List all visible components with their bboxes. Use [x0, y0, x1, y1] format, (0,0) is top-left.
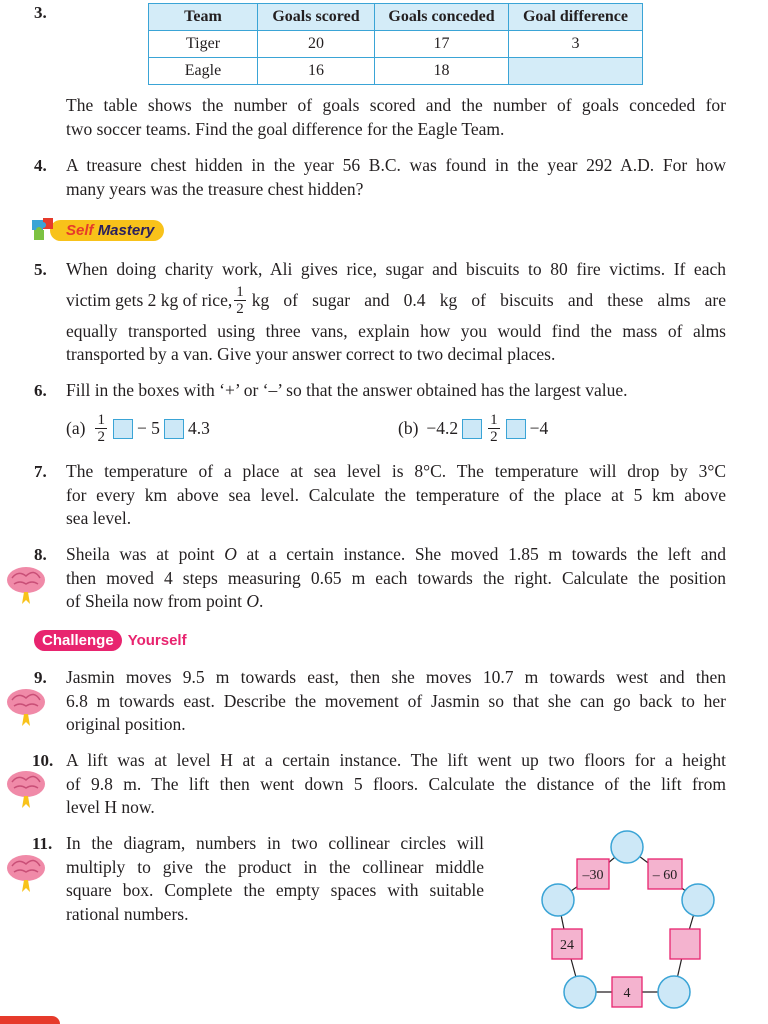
q5-number: 5.: [34, 260, 47, 279]
text-line: The table shows the number of goals scored and the number of goals conceded for: [66, 95, 726, 115]
fraction-numerator: 1: [490, 412, 498, 428]
expression-term: − 5: [136, 418, 160, 438]
table-cell: Eagle: [149, 58, 258, 85]
table-header: Goals scored: [258, 4, 375, 31]
q10-text: [66, 749, 726, 820]
q10-number: 10.: [32, 751, 54, 770]
q5-text: [66, 258, 726, 367]
table-header-row: [149, 4, 643, 31]
challenge-label: Challenge: [34, 630, 122, 651]
fraction-half: [234, 284, 246, 317]
fraction-numerator: 1: [236, 284, 244, 300]
text-fragment: kg of sugar and 0.4 kg of biscuits and these alms are: [251, 289, 726, 310]
text-line: square box. Complete the empty spaces with suitable: [66, 880, 484, 900]
text-fragment: .: [258, 591, 264, 611]
brain-icon: [4, 850, 48, 894]
text-line: Fill in the boxes with ‘+’ or ‘–’ so that the answer obtained has the largest value.: [66, 380, 628, 400]
q8-number: 8.: [34, 545, 47, 564]
text-line: transported by a van. Give your answer correct to two decimal places.: [66, 344, 556, 364]
point-variable: O: [246, 591, 259, 611]
empty-circle[interactable]: [542, 884, 574, 916]
box-value: –30: [582, 868, 604, 883]
operator-box[interactable]: [113, 419, 133, 439]
text-line: rational numbers.: [66, 903, 189, 924]
table-row: [149, 31, 643, 58]
table-cell: 3: [509, 31, 643, 58]
table-cell: 20: [258, 31, 375, 58]
text-line: many years was the treasure chest hidden?: [66, 178, 364, 199]
text-line: of 9.8 m. The lift then went down 5 floors. Calculate the distance of the lift from: [66, 773, 726, 794]
brain-icon: [4, 766, 48, 810]
q3-text: [66, 94, 726, 141]
fraction-denominator: 2: [97, 429, 105, 445]
part-label: (a): [66, 418, 86, 438]
box-value: 4: [623, 986, 631, 1001]
page-corner-accent: [0, 1016, 60, 1024]
expression-term: 4.3: [187, 418, 210, 438]
point-variable: O: [224, 544, 237, 564]
text-line: Jasmin moves 9.5 m towards east, then she moves 10.7 m towards west and then: [66, 667, 726, 687]
fraction-half: [488, 412, 500, 445]
box-value: 24: [560, 938, 574, 953]
q11-number: 11.: [32, 834, 53, 853]
yourself-label: Yourself: [127, 632, 187, 649]
text-line: original position.: [66, 714, 186, 734]
empty-circle[interactable]: [682, 884, 714, 916]
answer-cell: [509, 58, 643, 85]
brain-icon: [4, 562, 48, 606]
table-cell: 16: [258, 58, 375, 85]
table-cell: 18: [375, 58, 509, 85]
empty-circle[interactable]: [611, 831, 643, 863]
puzzle-icon: [30, 216, 60, 244]
text-line: 6.8 m towards east. Describe the movement of Jasmin so that she can go back to her: [66, 690, 726, 711]
q7-number: 7.: [34, 462, 47, 481]
q4-text: [66, 154, 726, 201]
text-line: A lift was at level H at a certain instance. The lift went up two floors for a height: [66, 750, 726, 770]
q4-number: 4.: [34, 156, 47, 175]
text-fragment: at a certain instance. She moved 1.85 m towards the left and: [236, 544, 727, 564]
table-header: Team: [149, 4, 258, 31]
fraction-half: [95, 412, 107, 445]
table-header: Goal difference: [509, 4, 643, 31]
q6-text: [66, 379, 726, 403]
challenge-yourself-banner: [34, 630, 187, 651]
q6-part-a: [66, 412, 210, 445]
expression-term: −4.2: [426, 418, 459, 438]
text-line: then moved 4 steps measuring 0.65 m each towards the right. Calculate the position: [66, 567, 726, 588]
text-line: for every km above sea level. Calculate the temperature of the place at 5 km above: [66, 484, 726, 505]
q3-number: 3.: [34, 3, 47, 22]
mastery-word: Mastery: [97, 221, 155, 239]
q6-number: 6.: [34, 381, 47, 400]
operator-box[interactable]: [164, 419, 184, 439]
self-word: Self: [66, 221, 94, 239]
table-cell: 17: [375, 31, 509, 58]
expression-term: −4: [529, 418, 549, 438]
goals-table: [148, 3, 643, 85]
text-line: sea level.: [66, 508, 132, 528]
product-box-right[interactable]: [670, 929, 700, 959]
q9-number: 9.: [34, 668, 47, 687]
box-value: – 60: [652, 868, 678, 883]
text-fragment: Sheila was at point: [66, 544, 225, 564]
table-cell: Tiger: [149, 31, 258, 58]
text-line: [66, 282, 726, 320]
text-line: When doing charity work, Ali gives rice, sugar and biscuits to 80 fire victims. If each: [66, 259, 726, 279]
text-line: [66, 543, 726, 567]
brain-icon: [4, 684, 48, 728]
q11-text: [66, 832, 484, 926]
operator-box[interactable]: [462, 419, 482, 439]
empty-circle[interactable]: [564, 976, 596, 1008]
text-fragment: victim gets 2 kg of rice,: [66, 289, 233, 310]
text-line: multiply to give the product in the collinear middle: [66, 856, 484, 877]
self-mastery-banner: [30, 216, 164, 244]
text-line: A treasure chest hidden in the year 56 B.C. was found in the year 292 A.D. For how: [66, 155, 726, 175]
table-header: Goals conceded: [375, 4, 509, 31]
q8-text: [66, 543, 726, 614]
fraction-denominator: 2: [490, 429, 498, 445]
text-line: two soccer teams. Find the goal difference for the Eagle Team.: [66, 118, 505, 139]
text-line: level H now.: [66, 797, 155, 817]
part-label: (b): [398, 418, 419, 438]
empty-circle[interactable]: [658, 976, 690, 1008]
fraction-denominator: 2: [236, 301, 244, 317]
text-line: equally transported using three vans, explain how you would find the mass of alms: [66, 320, 726, 341]
q9-text: [66, 666, 726, 737]
text-line: The temperature of a place at sea level is 8°C. The temperature will drop by 3°C: [66, 461, 726, 481]
self-mastery-label: [50, 220, 164, 241]
text-fragment: of Sheila now from point: [66, 591, 247, 611]
q6-part-b: [398, 412, 548, 445]
text-line: [66, 590, 726, 614]
collinear-diagram: [530, 820, 720, 1016]
table-row: [149, 58, 643, 85]
operator-box[interactable]: [506, 419, 526, 439]
text-line: In the diagram, numbers in two collinear circles will: [66, 833, 484, 853]
fraction-numerator: 1: [97, 412, 105, 428]
q7-text: [66, 460, 726, 531]
